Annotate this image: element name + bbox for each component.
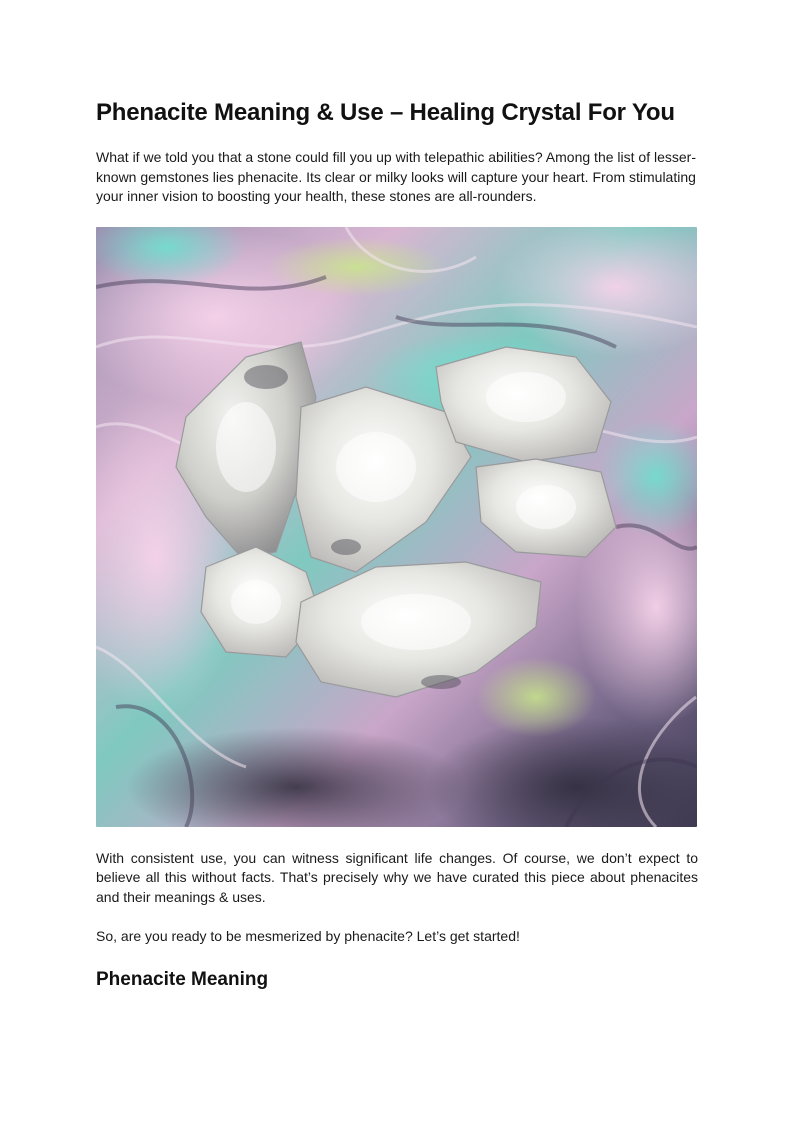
intro-paragraph: What if we told you that a stone could fill you up with telepathic abilities? Among the list of lesser-known gemstones lies phenacite. Its clear or milky looks will capture your heart. From stimulating your inner vision to boosting your health, these stones are all-rounders. bbox=[96, 149, 696, 205]
body-paragraph-1: With consistent use, you can witness significant life changes. Of course, we don’t expect to believe all this without facts. That’s precisely why we have curated this piece about phenacites and their meanings & uses. bbox=[96, 849, 698, 905]
body-paragraph-2: So, are you ready to be mesmerized by phenacite? Let’s get started! bbox=[96, 927, 520, 944]
document-page bbox=[96, 96, 698, 994]
section-heading: Phenacite Meaning bbox=[96, 969, 269, 991]
article-title: Phenacite Meaning & Use – Healing Crystal For You bbox=[96, 99, 675, 126]
phenacite-crystals-photo bbox=[96, 227, 697, 827]
